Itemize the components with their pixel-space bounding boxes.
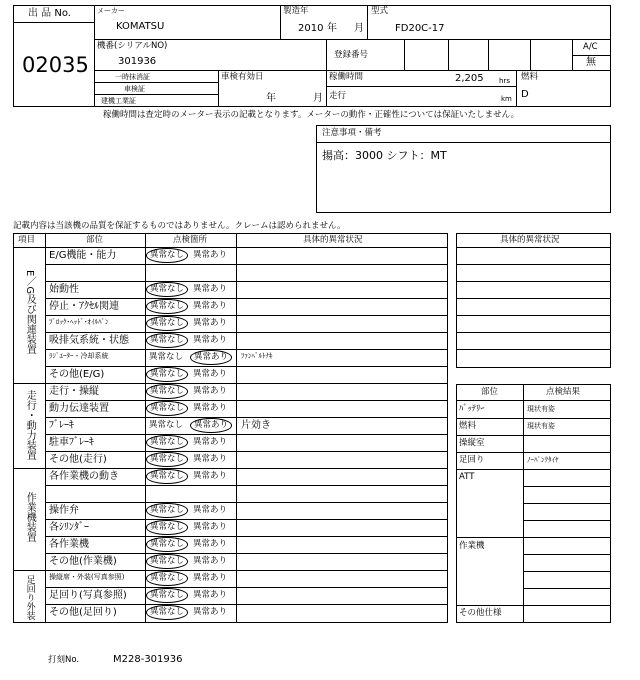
result-part-fuel: 燃料: [459, 421, 477, 431]
option-issue[interactable]: 異常あり: [193, 369, 228, 379]
group-engine: [16, 270, 42, 357]
option-issue[interactable]: 異常あり: [193, 318, 228, 328]
result-part-work: 作業機: [459, 541, 485, 551]
option-issue[interactable]: 異常あり: [193, 556, 228, 566]
option-issue[interactable]: 異常あり: [193, 590, 228, 600]
table-row: [45, 332, 448, 349]
table-row: [45, 298, 448, 315]
option-no-issue[interactable]: 異常なし: [146, 333, 188, 348]
part-label: 停止・ｱｸｾﾙ関連: [49, 301, 119, 312]
table-row: [45, 485, 448, 502]
stamp-value: M228-301936: [113, 654, 183, 665]
part-label: 動力伝達装置: [49, 403, 109, 414]
option-no-issue[interactable]: 異常なし: [146, 452, 188, 467]
table-row: [45, 587, 448, 604]
travel-unit: km: [501, 95, 512, 103]
inspection-cert-label: 車検証: [124, 85, 145, 93]
option-no-issue[interactable]: 異常なし: [146, 384, 188, 399]
ac-value: 無: [586, 57, 596, 68]
part-label: その他(足回り): [49, 607, 117, 618]
table-row: [45, 349, 448, 366]
model-value: FD20C-17: [395, 23, 445, 34]
table-row: [45, 553, 448, 570]
table-row: [45, 264, 448, 281]
quality-disclaimer: 記載内容は当該機の品質を保証するものではありません。クレームは認められません。: [13, 221, 346, 231]
table-row: [45, 604, 448, 621]
header-category: 項目: [18, 235, 36, 245]
table-row: [45, 536, 448, 553]
serial-label: 機番(シリアルNO): [97, 41, 168, 51]
fuel-value: D: [521, 89, 529, 100]
part-label: 走行・操縦: [49, 386, 99, 397]
notes-value: 揚高：3000 シフト：MT: [322, 149, 447, 162]
part-label: 各作業機の動き: [49, 471, 119, 482]
result-value-fuel: 現状有姿: [527, 422, 555, 430]
option-no-issue[interactable]: 異常なし: [146, 520, 188, 535]
year-value: 2010: [298, 23, 324, 34]
option-issue[interactable]: 異常あり: [193, 250, 228, 260]
option-no-issue[interactable]: 異常なし: [149, 420, 184, 430]
option-issue[interactable]: 異常あり: [193, 301, 228, 311]
option-no-issue[interactable]: 異常なし: [146, 401, 188, 416]
option-no-issue[interactable]: 異常なし: [146, 367, 188, 382]
hours-value: 2,205: [455, 73, 484, 84]
table-row: [45, 315, 448, 332]
travel-label: 走行: [329, 91, 347, 101]
part-label: 操縦席・外装(写真参照): [49, 573, 125, 581]
expiry-label: 車検有効日: [221, 72, 264, 82]
notes-label: 注意事項・備考: [322, 128, 382, 138]
option-issue[interactable]: 異常あり: [193, 454, 228, 464]
right-top-header: 具体的異常状況: [500, 235, 560, 245]
detail-text: ﾌｧﾝﾍﾞﾙﾄﾅｷ: [241, 352, 273, 360]
option-issue[interactable]: 異常あり: [193, 471, 228, 481]
table-row: [45, 247, 448, 264]
option-issue[interactable]: 異常あり: [193, 437, 228, 447]
part-label: 駐車ﾌﾞﾚｰｷ: [49, 437, 94, 448]
notes-box: [316, 125, 611, 213]
expiry-year-unit: 年: [266, 93, 276, 104]
option-no-issue[interactable]: 異常なし: [146, 282, 188, 297]
table-row: [45, 519, 448, 536]
table-row: [45, 502, 448, 519]
table-row: [45, 417, 448, 434]
option-no-issue[interactable]: 異常なし: [146, 299, 188, 314]
result-value-battery: 現状有姿: [527, 405, 555, 413]
serial-value: 301936: [118, 56, 157, 67]
registration-label: 登録番号: [334, 50, 369, 60]
group-work-label: 作業機装置: [24, 492, 36, 542]
option-issue[interactable]: 異常あり: [193, 505, 228, 515]
result-header-result: 点検結果: [546, 387, 581, 397]
option-no-issue[interactable]: 異常なし: [146, 248, 188, 263]
group-undercarriage-label: 足回り外装: [24, 575, 35, 620]
header-check: 点検箇所: [173, 235, 208, 245]
option-issue[interactable]: 異常あり: [193, 573, 228, 583]
option-issue[interactable]: 異常あり: [193, 522, 228, 532]
year-label: 製造年: [283, 6, 309, 16]
option-no-issue[interactable]: 異常なし: [146, 469, 188, 484]
option-issue[interactable]: 異常あり: [193, 386, 228, 396]
option-no-issue[interactable]: 異常なし: [146, 605, 188, 620]
part-label: E/G機能・能力: [49, 250, 117, 261]
table-row: [45, 400, 448, 417]
part-label: 始動性: [49, 284, 79, 295]
model-label: 型式: [371, 6, 389, 16]
result-part-att: ATT: [459, 472, 475, 482]
option-issue[interactable]: 異常あり: [190, 418, 232, 433]
month-unit: 月: [354, 23, 364, 34]
group-engine-label: E／G及び関連装置: [24, 270, 36, 355]
header-part: 部位: [86, 235, 104, 245]
option-no-issue[interactable]: 異常なし: [146, 537, 188, 552]
temp-permit-label: 一時抹消証: [115, 73, 150, 81]
table-row: [45, 570, 448, 587]
result-part-undercarriage: 足回り: [459, 455, 485, 465]
table-row: [45, 451, 448, 468]
result-part-cab: 操縦室: [459, 438, 485, 448]
table-row: [45, 383, 448, 400]
part-label: 操作弁: [49, 505, 79, 516]
option-issue[interactable]: 異常あり: [193, 403, 228, 413]
part-label: 吸排気系統・状態: [49, 335, 129, 346]
maker-label: メーカー: [97, 7, 125, 15]
exhibit-no-value: 02035: [22, 53, 89, 77]
header-detail: 具体的異常状況: [303, 235, 363, 245]
part-label: その他(走行): [49, 454, 107, 465]
option-no-issue[interactable]: 異常なし: [146, 503, 188, 518]
part-label: その他(作業機): [49, 556, 117, 567]
maker-value: KOMATSU: [116, 21, 165, 32]
part-label: ﾌﾞﾚｰｷ: [49, 420, 74, 431]
part-label: ﾗｼﾞｴｰﾀｰ・冷却系統: [49, 352, 109, 360]
option-issue[interactable]: 異常あり: [193, 284, 228, 294]
group-drive: [16, 390, 42, 463]
hours-disclaimer: 稼働時間は査定時のメーター表示の記載となります。メーターの動作・正確性については保証いたしません。: [103, 110, 520, 120]
option-no-issue[interactable]: 異常なし: [149, 352, 184, 362]
part-label: 足回り(写真参照): [49, 590, 127, 601]
table-row: [45, 468, 448, 485]
vehicle-cert-label: 建機工業証: [101, 97, 136, 105]
group-drive-label: 走行・動力装置: [24, 390, 36, 460]
group-undercarriage: [16, 575, 42, 623]
option-no-issue[interactable]: 異常なし: [146, 554, 188, 569]
option-no-issue[interactable]: 異常なし: [146, 316, 188, 331]
stamp-label: 打刻No.: [48, 655, 80, 665]
result-value-undercarriage: ﾉｰﾊﾟﾝｸﾀｲﾔ: [527, 456, 559, 464]
expiry-month-unit: 月: [313, 93, 323, 104]
result-part-other: その他仕様: [459, 608, 502, 618]
part-label: 各ｼﾘﾝﾀﾞｰ: [49, 522, 89, 533]
option-no-issue[interactable]: 異常なし: [146, 588, 188, 603]
group-work: [16, 492, 42, 545]
detail-text: 片効き: [241, 420, 271, 431]
year-unit: 年: [327, 23, 337, 34]
part-label: ﾌﾞﾛｯｸ･ﾍｯﾄﾞ･ｵｲﾙﾊﾟﾝ: [49, 318, 109, 326]
part-label: 各作業機: [49, 539, 89, 550]
result-part-battery: ﾊﾞｯﾃﾘｰ: [459, 404, 485, 414]
option-issue[interactable]: 異常あり: [193, 539, 228, 549]
exhibit-no-label: 出 品 No.: [28, 8, 71, 19]
option-issue[interactable]: 異常あり: [190, 350, 232, 365]
option-no-issue[interactable]: 異常なし: [146, 571, 188, 586]
option-issue[interactable]: 異常あり: [193, 335, 228, 345]
table-row: [45, 281, 448, 298]
option-issue[interactable]: 異常あり: [193, 607, 228, 617]
result-header-part: 部位: [481, 387, 499, 397]
option-no-issue[interactable]: 異常なし: [146, 435, 188, 450]
hours-unit: hrs: [499, 77, 510, 85]
right-detail-table: [456, 233, 611, 368]
part-label: その他(E/G): [49, 369, 105, 380]
ac-label: A/C: [583, 42, 598, 52]
table-row: [45, 366, 448, 383]
hours-label: 稼働時間: [329, 72, 364, 82]
table-row: [45, 434, 448, 451]
fuel-label: 燃料: [521, 72, 539, 82]
